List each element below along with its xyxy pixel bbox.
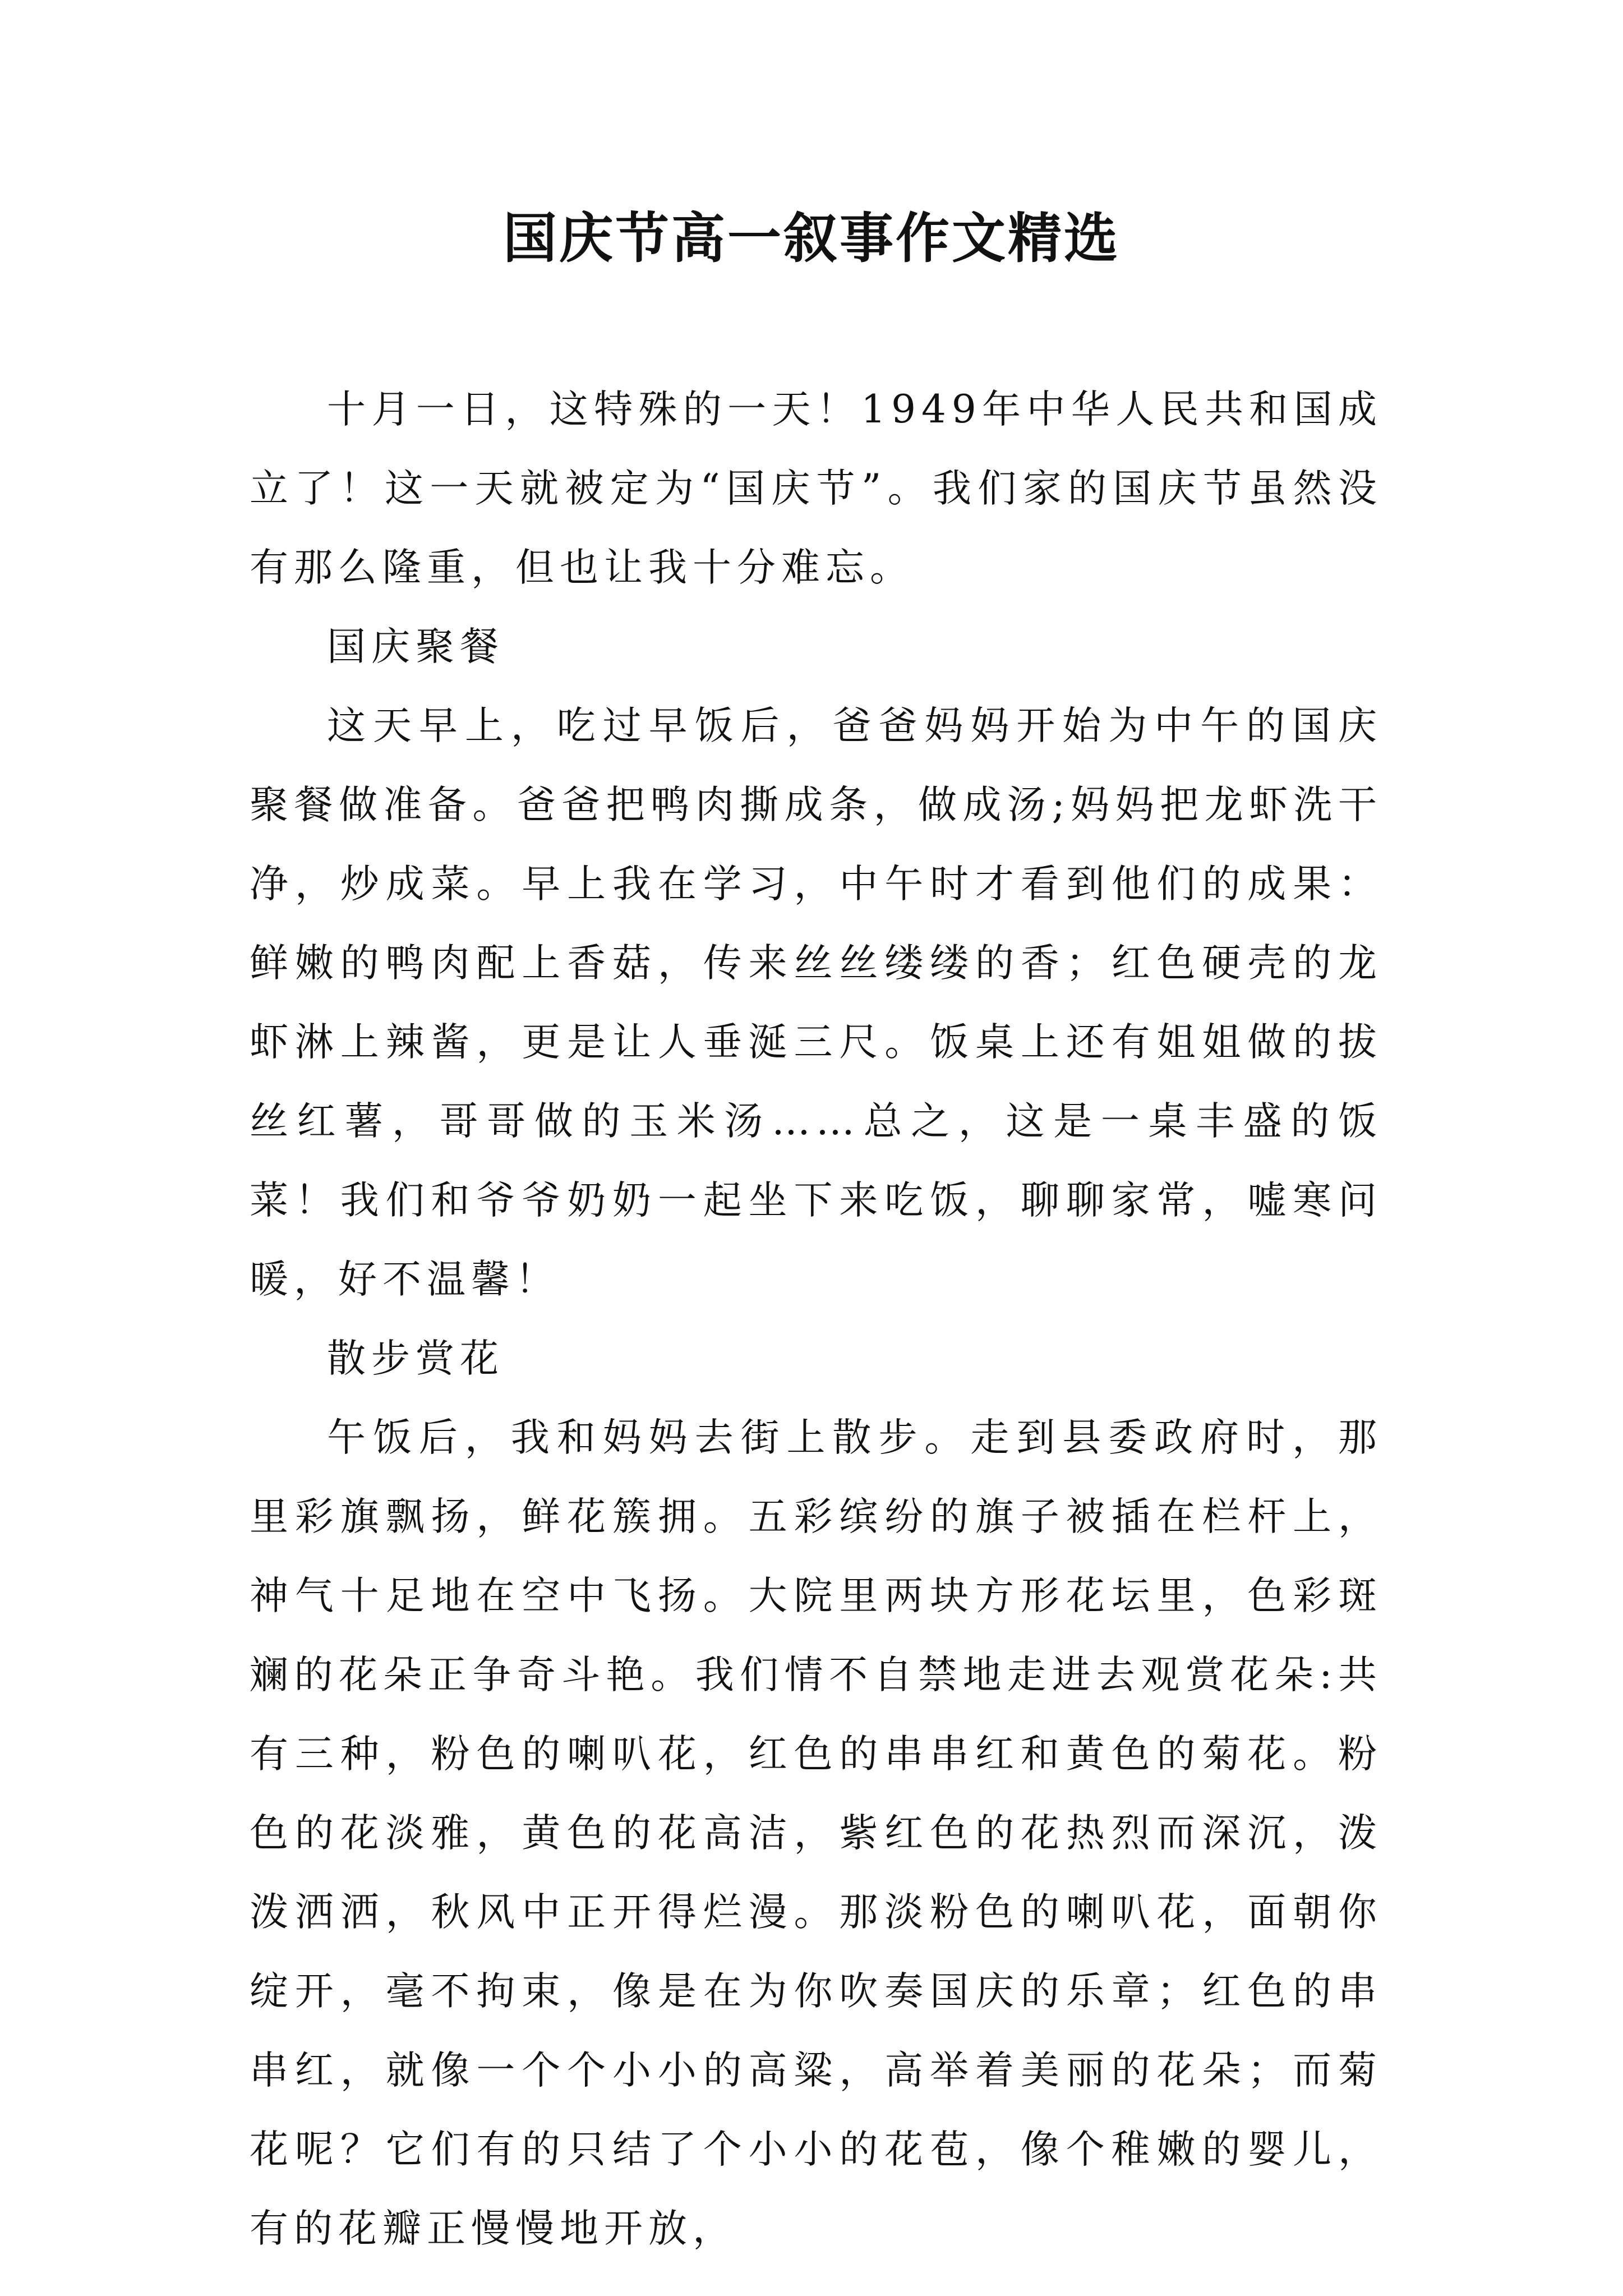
section-heading-national-day-dinner: 国庆聚餐 bbox=[327, 624, 504, 669]
document-title: 国庆节高一叙事作文精选 bbox=[503, 206, 1120, 270]
paragraph-intro: 十月一日，这特殊的一天！1949年中华人民共和国成立了！这一天就被定为“国庆节”。我们家的国庆节虽然没有那么隆重，但也让我十分难忘。 bbox=[250, 387, 1382, 590]
paragraph-dinner: 这天早上，吃过早饭后，爸爸妈妈开始为中午的国庆聚餐做准备。爸爸把鸭肉撕成条，做成汤;妈妈把龙虾洗干净，炒成菜。早上我在学习，中午时才看到他们的成果：鲜嫩的鸭肉配上香菇，传来丝丝缕缕的香；红色硬壳的龙虾淋上辣酱，更是让人垂涎三尺。饭桌上还有姐姐做的拔丝红薯，哥哥做的玉米汤……总之，这是一桌丰盛的饭菜！我们和爷爷奶奶一起坐下来吃饭，聊聊家常，嘘寒问暖，好不温馨！ bbox=[250, 703, 1382, 1302]
section-heading-walk-and-flowers: 散步赏花 bbox=[327, 1336, 504, 1381]
document-body bbox=[250, 370, 1382, 2269]
paragraph-walk: 午饭后，我和妈妈去街上散步。走到县委政府时，那里彩旗飘扬，鲜花簇拥。五彩缤纷的旗子被插在栏杆上，神气十足地在空中飞扬。大院里两块方形花坛里，色彩斑斓的花朵正争奇斗艳。我们情不自禁地走进去观赏花朵:共有三种，粉色的喇叭花，红色的串串红和黄色的菊花。粉色的花淡雅，黄色的花高洁，紫红色的花热烈而深沉，泼泼洒洒，秋风中正开得烂漫。那淡粉色的喇叭花，面朝你绽开，毫不拘束，像是在为你吹奏国庆的乐章；红色的串串红，就像一个个小小的高粱，高举着美丽的花朵；而菊花呢？它们有的只结了个小小的花苞，像个稚嫩的婴儿，有的花瓣正慢慢地开放， bbox=[250, 1415, 1382, 2251]
